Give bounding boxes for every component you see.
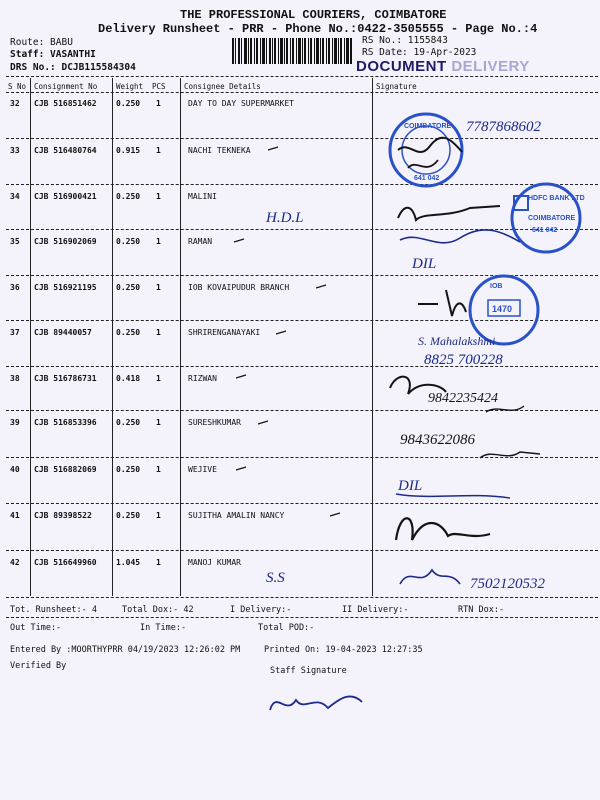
in-time: In Time:-: [140, 623, 187, 633]
signature-34: [398, 206, 500, 220]
row-pcs: 1: [156, 374, 161, 383]
row-weight: 0.250: [116, 237, 141, 246]
row-consignment: CJB 516902069: [34, 237, 97, 246]
row-sno: 37: [10, 328, 20, 337]
verified-by: Verified By: [10, 661, 67, 671]
out-time: Out Time:-: [10, 623, 62, 633]
row-pcs: 1: [156, 558, 161, 567]
stamp-coimbatore-top: COIMBATORE: [404, 123, 452, 130]
col-signature: Signature: [376, 82, 417, 91]
row-consignment: CJB 516921195: [34, 283, 97, 292]
hw-phone-42: 7502120532: [470, 576, 545, 592]
stamp-document: DOCUMENT: [356, 58, 447, 75]
hw-name-37: S. Mahalakshmi: [418, 334, 496, 348]
scribble-39: [480, 452, 540, 458]
rs-number: RS No.: 1155843: [362, 35, 448, 46]
row-sno: 41: [10, 511, 20, 520]
row-consignment: CJB 516853396: [34, 418, 97, 427]
row-consignee: NACHI TEKNEKA: [188, 146, 251, 155]
row-weight: 1.045: [116, 558, 141, 567]
row-weight: 0.250: [116, 418, 141, 427]
stamp-hdfc-1: HDFC BANK LTD: [528, 195, 585, 202]
row-consignment: CJB 516786731: [34, 374, 97, 383]
signature-33: [408, 160, 438, 168]
staff-signature-label: Staff Signature: [270, 666, 347, 676]
hw-note-34: H.D.L: [266, 210, 304, 226]
stamp-coimbatore-bottom: 641 042: [414, 175, 440, 182]
company-title: THE PROFESSIONAL COURIERS, COIMBATORE: [180, 8, 447, 22]
stamp-hdfc-3: 641 042: [532, 227, 558, 234]
rtn-dox: RTN Dox:-: [458, 605, 505, 615]
row-consignee: RIZWAN: [188, 374, 217, 383]
row-pcs: 1: [156, 99, 161, 108]
row-sno: 32: [10, 99, 20, 108]
row-pcs: 1: [156, 146, 161, 155]
tot-runsheet: Tot. Runsheet:- 4: [10, 605, 97, 615]
row-weight: 0.250: [116, 511, 141, 520]
row-consignment: CJB 516900421: [34, 192, 97, 201]
row-consignee: SURESHKUMAR: [188, 418, 241, 427]
col-weight: Weight: [116, 82, 144, 91]
hw-phone-38: 9842235424: [428, 391, 498, 406]
col-consignment: Consignment No: [34, 82, 98, 91]
row-pcs: 1: [156, 283, 161, 292]
i-delivery: I Delivery:-: [230, 605, 292, 615]
hw-note-35: DIL: [412, 256, 437, 272]
row-weight: 0.250: [116, 192, 141, 201]
route-label: Route: BABU: [10, 37, 73, 48]
rs-date: RS Date: 19-Apr-2023: [362, 47, 477, 58]
row-consignment: CJB 516480764: [34, 146, 97, 155]
row-consignment: CJB 516882069: [34, 465, 97, 474]
hw-phone-32: 7787868602: [466, 119, 541, 135]
row-weight: 0.250: [116, 283, 141, 292]
row-sno: 40: [10, 465, 20, 474]
ii-delivery: II Delivery:-: [342, 605, 409, 615]
col-consignee: Consignee Details: [184, 82, 261, 91]
row-weight: 0.915: [116, 146, 141, 155]
hw-phone-37: 8825 700228: [424, 352, 503, 368]
stamp-hdfc-2: COIMBATORE: [528, 215, 576, 222]
row-sno: 38: [10, 374, 20, 383]
tick-marks: [234, 147, 340, 516]
footer-rule: [6, 617, 598, 618]
row-consignment: CJB 516649960: [34, 558, 97, 567]
row-weight: 0.250: [116, 465, 141, 474]
staff-label: Staff: VASANTHI: [10, 49, 96, 60]
row-consignment: CJB 516851462: [34, 99, 97, 108]
drs-number: DRS No.: DCJB115584304: [10, 62, 136, 73]
signature-42: [400, 570, 460, 584]
scribble-38: [486, 406, 524, 412]
row-weight: 0.250: [116, 328, 141, 337]
row-sno: 35: [10, 237, 20, 246]
row-consignment: CJB 89398522: [34, 511, 92, 520]
row-consignee: SHRIRENGANAYAKI: [188, 328, 261, 337]
hw-note-40: DIL: [398, 478, 423, 494]
row-consignee: DAY TO DAY SUPERMARKET: [188, 99, 294, 108]
row-sno: 33: [10, 146, 20, 155]
stamp-iob-top: IOB: [490, 283, 503, 290]
total-pod: Total POD:-: [258, 623, 315, 633]
row-pcs: 1: [156, 328, 161, 337]
hw-phone-39: 9843622086: [400, 432, 475, 448]
printed-on: Printed On: 19-04-2023 12:27:35: [264, 645, 423, 655]
row-consignee: WEJIVE: [188, 465, 217, 474]
row-sno: 34: [10, 192, 20, 201]
row-pcs: 1: [156, 511, 161, 520]
signature-32: [398, 138, 462, 152]
row-pcs: 1: [156, 237, 161, 246]
row-sno: 36: [10, 283, 20, 292]
signature-35: [400, 230, 520, 243]
stamp-iob-center: 1470: [492, 304, 513, 314]
row-consignee: IOB KOVAIPUDUR BRANCH: [188, 283, 290, 292]
total-dox: Total Dox:- 42: [122, 605, 194, 615]
col-sno: S No: [8, 82, 27, 91]
row-consignee: RAMAN: [188, 237, 213, 246]
row-pcs: 1: [156, 465, 161, 474]
row-pcs: 1: [156, 418, 161, 427]
row-consignment: CJB 89440057: [34, 328, 92, 337]
signature-36: [418, 290, 466, 316]
scribble-40: [396, 494, 510, 498]
row-consignee: MANOJ KUMAR: [188, 558, 241, 567]
col-pcs: PCS: [152, 82, 166, 91]
entered-by: Entered By :MOORTHYPRR 04/19/2023 12:26:02 PM: [10, 645, 241, 655]
row-sno: 42: [10, 558, 20, 567]
runsheet-subtitle: Delivery Runsheet - PRR - Phone No.:0422-3505555 - Page No.:4: [98, 22, 538, 36]
hw-note-42: S.S: [266, 570, 285, 586]
row-weight: 0.250: [116, 99, 141, 108]
row-consignee: SUJITHA AMALIN NANCY: [188, 511, 285, 520]
row-sno: 39: [10, 418, 20, 427]
stamp-delivery: DELIVERY: [451, 58, 530, 75]
row-consignee: MALINI: [188, 192, 217, 201]
row-weight: 0.418: [116, 374, 141, 383]
signature-41: [396, 518, 490, 540]
row-pcs: 1: [156, 192, 161, 201]
staff-signature-ink: [270, 696, 362, 710]
